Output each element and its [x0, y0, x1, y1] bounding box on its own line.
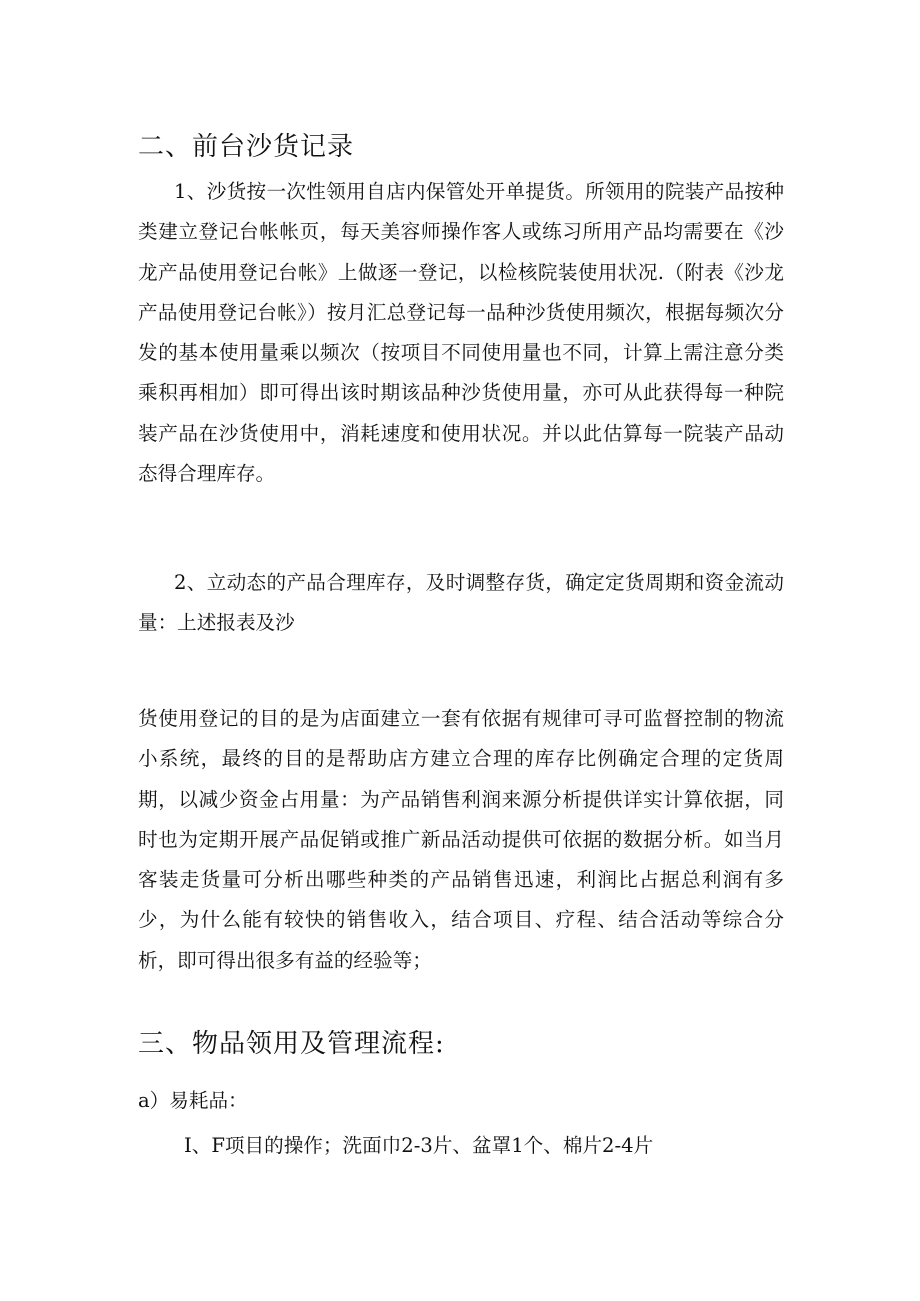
- section-3-item-i: I、F项目的操作；洗面巾2-3片、盆罩1个、棉片2-4片: [184, 1134, 654, 1157]
- section-2-continuation: 货使用登记的目的是为店面建立一套有依据有规律可寻可监督控制的物流小系统，最终的目的是帮助店方建立合理的库存比例确定合理的定货周期，以减少资金占用量：为产品销售利润来源分析提供详实计算依据，同时也为定期开展产品促销或推广新品活动提供可依据的数据分析。如当月客装走货量可分析出哪些种类的产品销售迅速，利润比占据总利润有多少，为什么能有较快的销售收入，结合项目、疗程、结合活动等综合分析，即可得出很多有益的经验等；: [138, 707, 784, 972]
- section-2-item-1: 1、沙货按一次性领用自店内保管处开单提货。所领用的院装产品按种类建立登记台帐帐页，每天美容师操作客人或练习所用产品均需要在《沙龙产品使用登记台帐》上做逐一登记，以检核院装使用状况.（附表《沙龙产品使用登记台帐》）按月汇总登记每一品种沙货使用频次，根据每频次分发的基本使用量乘以频次（按项目不同使用量也不同，计算上需注意分类乘积再相加）即可得出该时期该品种沙货使用量，亦可从此获得每一种院装产品在沙货使用中，消耗速度和使用状况。并以此估算每一院装产品动态得合理库存。: [138, 180, 784, 486]
- section-3-heading: 三、物品领用及管理流程:: [138, 1029, 445, 1059]
- section-2-item-2: 2、立动态的产品合理库存，及时调整存货，确定定货周期和资金流动量：上述报表及沙: [138, 571, 784, 635]
- section-3-sub-a: a）易耗品：: [138, 1089, 248, 1112]
- section-2-heading: 二、前台沙货记录: [138, 132, 355, 162]
